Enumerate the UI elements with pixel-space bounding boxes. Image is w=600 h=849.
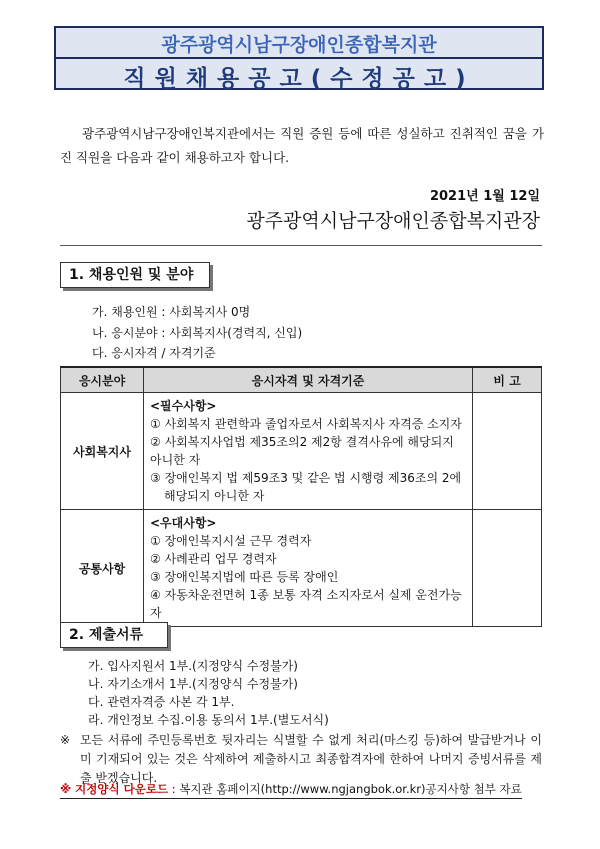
table-header-field: 응시분야 bbox=[61, 367, 144, 393]
org-name: 광주광역시남구장애인종합복지관 bbox=[161, 34, 437, 56]
document-item: 라. 개인정보 수집.이용 동의서 1부.(별도서식) bbox=[88, 713, 329, 727]
row-detail bbox=[144, 510, 473, 627]
table-row bbox=[61, 393, 542, 510]
document-item: 나. 자기소개서 1부.(지정양식 수정불가) bbox=[88, 677, 298, 691]
row-item: ② 사회복지사업법 제35조의2 제2항 결격사유에 해당되지 아니한 자 bbox=[150, 435, 454, 467]
document-item: 다. 관련자격증 사본 각 1부. bbox=[88, 695, 235, 709]
header-box bbox=[54, 26, 544, 90]
row-category: 사회복지사 bbox=[61, 393, 144, 510]
row-note bbox=[473, 510, 542, 627]
row-detail bbox=[144, 393, 473, 510]
section1-item: 가. 채용인원 : 사회복지사 0명 bbox=[92, 305, 251, 319]
row-note bbox=[473, 393, 542, 510]
signer: 광주광역시남구장애인종합복지관장 bbox=[246, 210, 540, 232]
row-item: 해당되지 아니한 자 bbox=[164, 489, 265, 503]
row-item: ③ 장애인복지법에 따른 등록 장애인 bbox=[150, 570, 339, 584]
section2-heading: 2. 제출서류 bbox=[60, 622, 168, 648]
row-item: ④ 자동차운전면허 1종 보통 자격 소지자로서 실제 운전가능자 bbox=[150, 588, 462, 620]
download-label: ※ 지정양식 다운로드 bbox=[60, 782, 169, 796]
notice-title: 직원채용공고(수정공고) bbox=[123, 66, 475, 92]
row-subtitle: <우대사항> bbox=[150, 516, 217, 530]
document-item: 가. 입사지원서 1부.(지정양식 수정불가) bbox=[88, 659, 298, 673]
section1-heading: 1. 채용인원 및 분야 bbox=[60, 262, 210, 288]
intro-paragraph: 광주광역시남구장애인복지관에서는 직원 증원 등에 따른 성실하고 진취적인 꿈을 가진 직원을 다음과 같이 채용하고자 합니다. bbox=[60, 126, 544, 165]
download-line[interactable] bbox=[60, 781, 522, 799]
table-header-criteria: 응시자격 및 자격기준 bbox=[144, 367, 473, 393]
row-subtitle: <필수사항> bbox=[150, 399, 217, 413]
table-row bbox=[61, 510, 542, 627]
row-category: 공통사항 bbox=[61, 510, 144, 627]
note-mark: ※ bbox=[60, 733, 71, 747]
row-item: ③ 장애인복지 법 제59조3 및 같은 법 시행령 제36조의 2에 bbox=[150, 471, 462, 485]
row-item: ② 사례관리 업무 경력자 bbox=[150, 552, 277, 566]
table-header-note: 비 고 bbox=[473, 367, 542, 393]
download-text: : 복지관 홈페이지(http://www.ngjangbok.or.kr)공지사항 첨부 자료 bbox=[168, 782, 522, 796]
notice-note bbox=[60, 731, 542, 788]
section1-item: 다. 응시자격 / 자격기준 bbox=[92, 346, 216, 360]
section1-item: 나. 응시분야 : 사회복지사(경력직, 신입) bbox=[92, 326, 303, 340]
qualification-table bbox=[60, 366, 542, 627]
row-item: ① 장애인복지시설 근무 경력자 bbox=[150, 534, 312, 548]
row-item: ① 사회복지 관련학과 졸업자로서 사회복지사 자격증 소지자 bbox=[150, 417, 462, 431]
note-text: 모든 서류에 주민등록번호 뒷자리는 식별할 수 없게 처리(마스킹 등)하여 발급받거나 이미 기재되어 있는 것은 삭제하여 제출하시고 최종합격자에 한하여 나머지 증빙서류를 제출 받겠습니다. bbox=[80, 733, 542, 785]
notice-date: 2021년 1월 12일 bbox=[429, 189, 540, 204]
divider bbox=[60, 245, 542, 246]
